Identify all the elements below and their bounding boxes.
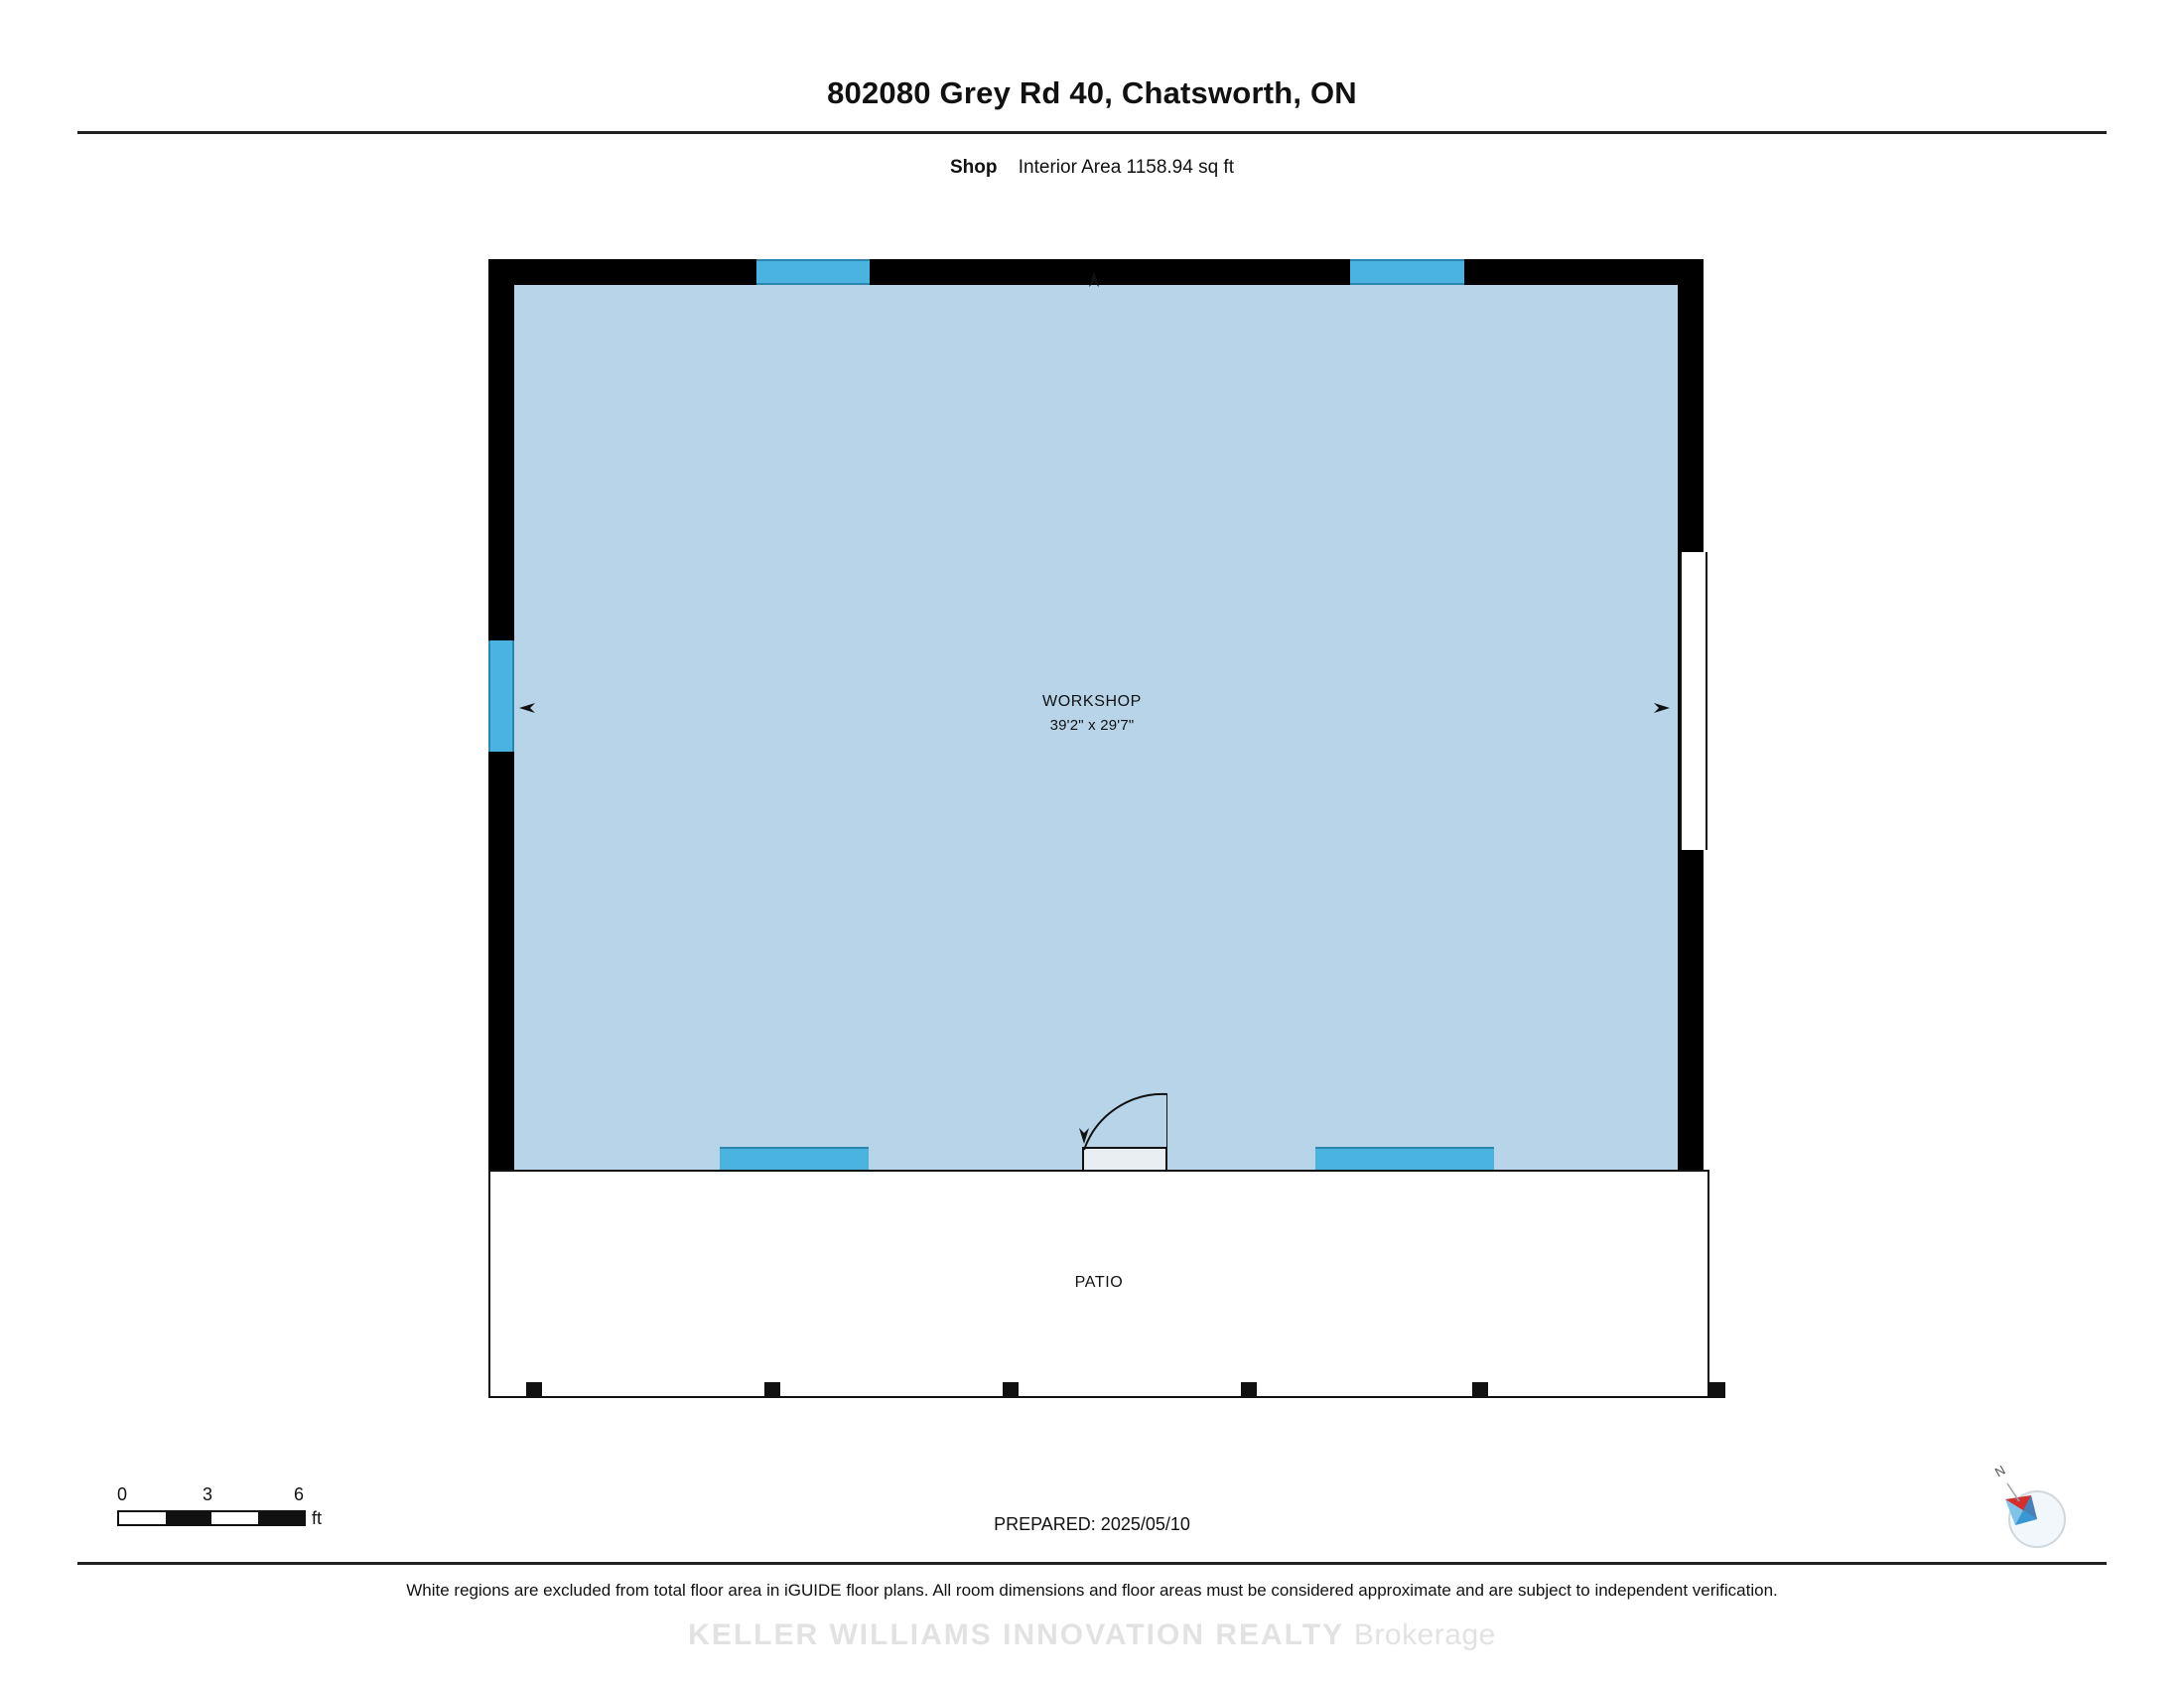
brokerage-watermark [0,1618,2184,1652]
disclaimer-text: White regions are excluded from total floor area in iGUIDE floor plans. All room dimensions and floor areas must be considered approximate and are subject to independent verification. [406,1581,1778,1600]
compass-rose [1985,1462,2077,1559]
page-title: 802080 Grey Rd 40, Chatsworth, ON [827,75,1357,110]
room-label-patio: PATIO [1074,1274,1124,1291]
prepared-date: PREPARED: 2025/05/10 [994,1514,1190,1534]
window-top-left [756,259,870,285]
direction-arrow-bottom [1077,1127,1091,1148]
footer-divider [77,1562,2107,1565]
scale-tick-labels [117,1484,336,1506]
compass-icon [1985,1468,2077,1559]
scale-unit-label: ft [312,1508,323,1528]
patio-post [1709,1382,1725,1398]
scale-tick-1: 3 [203,1484,213,1504]
room-name: WORKSHOP [1042,693,1142,710]
scale-tick-2: 6 [294,1484,305,1504]
watermark-main: KELLER WILLIAMS INNOVATION REALTY [688,1618,1344,1651]
patio-post [1472,1382,1488,1398]
room-dimensions: 39'2" x 29'7" [1049,717,1135,734]
patio-post [1241,1382,1257,1398]
direction-arrow-top [1087,270,1101,291]
compass-north-label: N [1991,1462,2008,1480]
scale-tick-0: 0 [117,1484,128,1504]
patio-post [764,1382,780,1398]
floor-area-label: Interior Area 1158.94 sq ft [1018,157,1234,178]
window-top-right [1350,259,1464,285]
room-label-workshop [0,693,2184,734]
patio-post [1003,1382,1019,1398]
watermark-sub: Brokerage [1353,1618,1496,1651]
door-bottom-swing-arc [1082,1092,1167,1152]
patio-post [526,1382,542,1398]
floor-level-label: Shop [949,157,998,178]
